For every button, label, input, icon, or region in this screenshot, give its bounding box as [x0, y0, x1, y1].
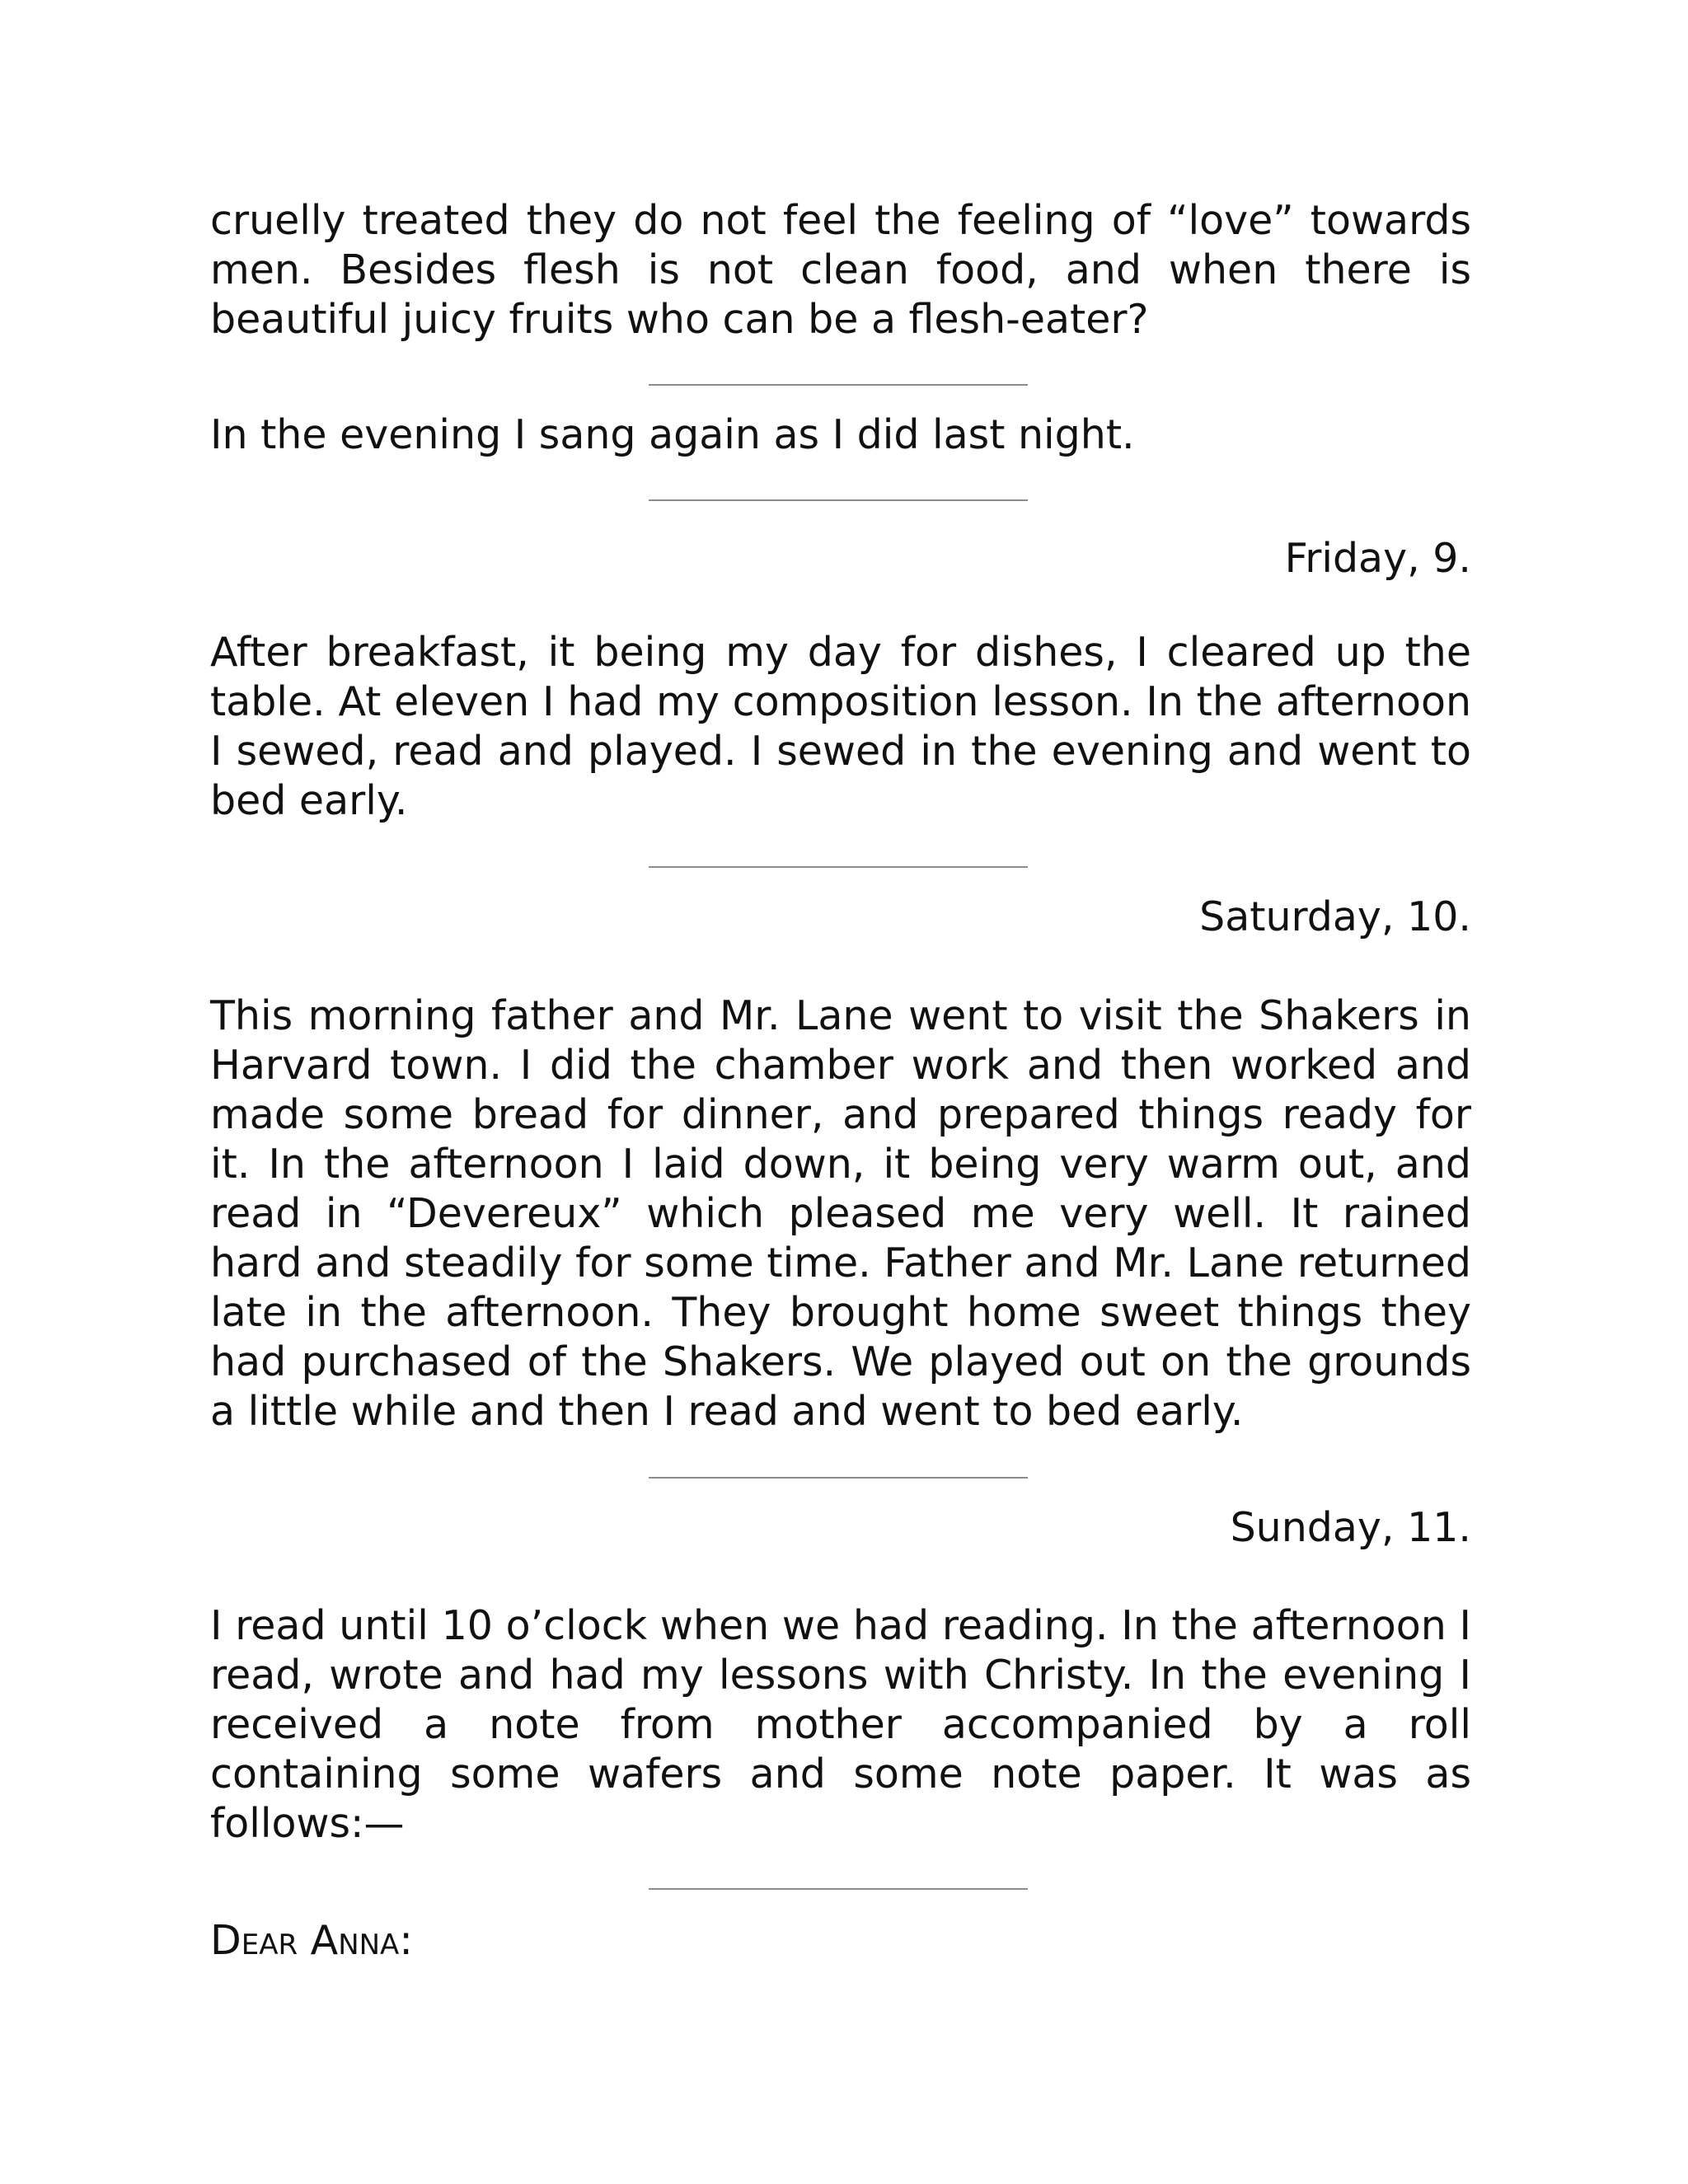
document-body [210, 196, 1471, 1966]
letter-salutation: Dear Anna: [210, 1917, 413, 1964]
paragraph: In the evening I sang again as I did last night. [210, 411, 1135, 458]
entry-date: Friday, 9. [1284, 535, 1471, 582]
entry-date: Saturday, 10. [1199, 893, 1471, 940]
paragraph: This morning father and Mr. Lane went to visit the Shakers in Harvard town. I did the chamber work and then worked and made some bread for dinner, and prepared things ready for it. In the afternoon I laid down, it being very warm out, and read in “Devereux” which pleased me very well. It rained hard and steadily for some time. Father and Mr. Lane returned late in the afternoon. They brought home sweet things they had purchased of the Shakers. We played out on the grounds a little while and then I read and went to bed early. [210, 992, 1471, 1435]
paragraph: After breakfast, it being my day for dishes, I cleared up the table. At eleven I had my composition lesson. In the afternoon I sewed, read and played. I sewed in the evening and went to bed early. [210, 629, 1471, 824]
entry-date: Sunday, 11. [1230, 1504, 1471, 1551]
paragraph: cruelly treated they do not feel the feeling of “love” towards men. Besides flesh is not clean food, and when there is beautiful juicy fruits who can be a flesh-eater? [210, 197, 1471, 343]
paragraph: I read until 10 o’clock when we had reading. In the afternoon I read, wrote and had my lessons with Christy. In the evening I received a note from mother accompanied by a roll containing some wafers and some note paper. It was as follows:— [210, 1602, 1471, 1847]
